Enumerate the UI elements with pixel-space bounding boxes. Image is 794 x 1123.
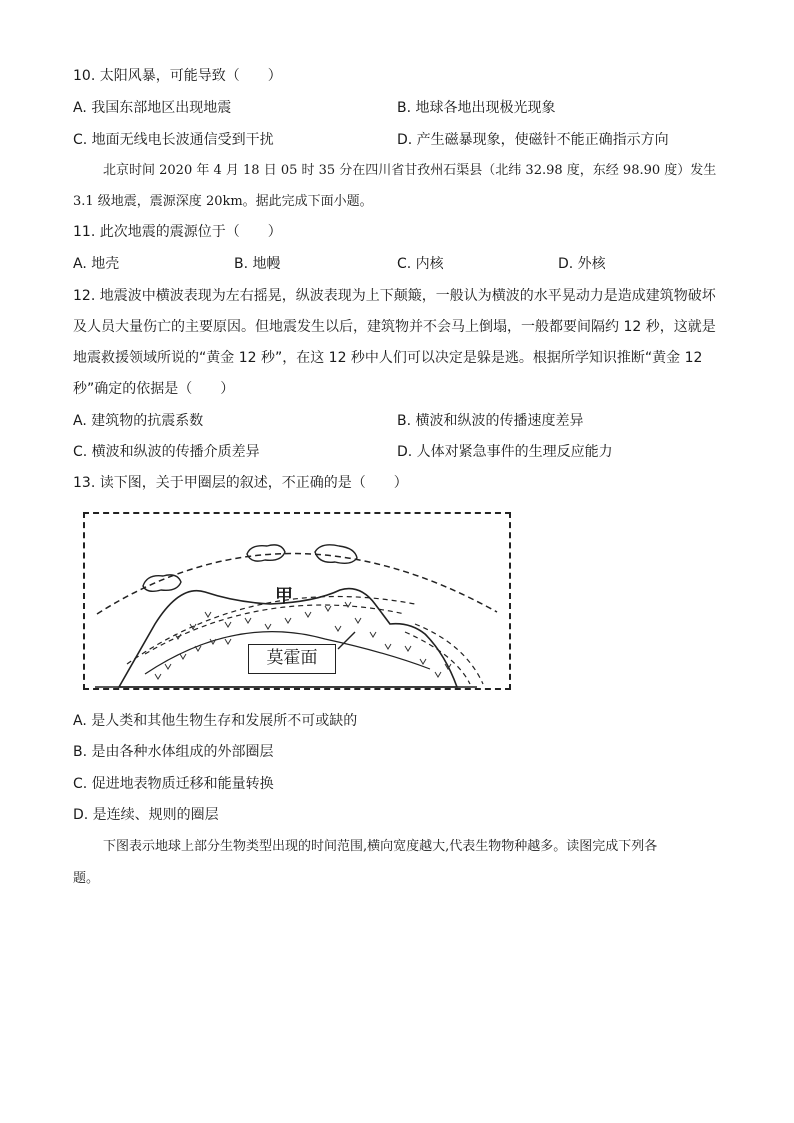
q12-option-c[interactable]: C. 横波和纵波的传播介质差异	[73, 444, 260, 460]
q11-option-d[interactable]: D. 外核	[558, 256, 606, 272]
q13-option-a[interactable]: A. 是人类和其他生物生存和发展所不可或缺的	[73, 713, 358, 729]
label-jia: 甲	[275, 586, 293, 607]
q12-line3: 地震救援领域所说的“黄金 12 秒”，在这 12 秒中人们可以决定是躲是逃。根据所学知识推断“黄金 12	[73, 350, 703, 366]
q11-stem: 11. 此次地震的震源位于（ ）	[73, 224, 282, 240]
q11-option-b[interactable]: B. 地幔	[234, 256, 281, 272]
q10-stem: 10. 太阳风暴，可能导致（ ）	[73, 68, 282, 84]
q13-option-c[interactable]: C. 促进地表物质迁移和能量转换	[73, 776, 274, 792]
q13-option-d[interactable]: D. 是连续、规则的圈层	[73, 807, 219, 823]
moho-pointer	[338, 632, 355, 649]
atmosphere-arc	[97, 553, 497, 614]
q10-option-c[interactable]: C. 地面无线电长波通信受到干扰	[73, 132, 274, 148]
cloud-2	[247, 545, 285, 561]
q12-line1: 12. 地震波中横波表现为左右摇晃，纵波表现为上下颠簸，一般认为横波的水平晃动力是造成建筑物破坏	[73, 288, 716, 304]
q12-line2: 及人员大量伤亡的主要原因。但地震发生以后，建筑物并不会马上倒塌，一般都要间隔约 12 秒，这就是	[73, 319, 716, 335]
q11-option-c[interactable]: C. 内核	[397, 256, 444, 272]
q12-option-d[interactable]: D. 人体对紧急事件的生理反应能力	[397, 444, 613, 460]
material1-line1: 北京时间 2020 年 4 月 18 日 05 时 35 分在四川省甘孜州石渠县（北纬 32.98 度，东经 98.90 度）发生	[103, 163, 717, 178]
material2-line2: 题。	[73, 871, 100, 886]
material1-line2: 3.1 级地震，震源深度 20km。据此完成下面小题。	[73, 194, 373, 209]
cloud-1	[143, 575, 181, 591]
cloud-3	[315, 545, 357, 563]
q12-option-b[interactable]: B. 横波和纵波的传播速度差异	[397, 413, 584, 429]
q13-stem: 13. 读下图，关于甲圈层的叙述，不正确的是（ ）	[73, 475, 408, 491]
q11-option-a[interactable]: A. 地壳	[73, 256, 120, 272]
q12-option-a[interactable]: A. 建筑物的抗震系数	[73, 413, 204, 429]
q10-option-a[interactable]: A. 我国东部地区出现地震	[73, 100, 232, 116]
q10-option-d[interactable]: D. 产生磁暴现象，使磁针不能正确指示方向	[397, 132, 669, 148]
label-moho: 莫霍面	[248, 644, 336, 674]
q13-option-b[interactable]: B. 是由各种水体组成的外部圈层	[73, 744, 274, 760]
q12-line4: 秒”确定的依据是（ ）	[73, 381, 235, 397]
material2-line1: 下图表示地球上部分生物类型出现的时间范围,横向宽度越大,代表生物物种越多。读图完成下列各	[103, 839, 658, 854]
hydrosphere-arc-3	[415, 624, 483, 684]
q10-option-b[interactable]: B. 地球各地出现极光现象	[397, 100, 556, 116]
